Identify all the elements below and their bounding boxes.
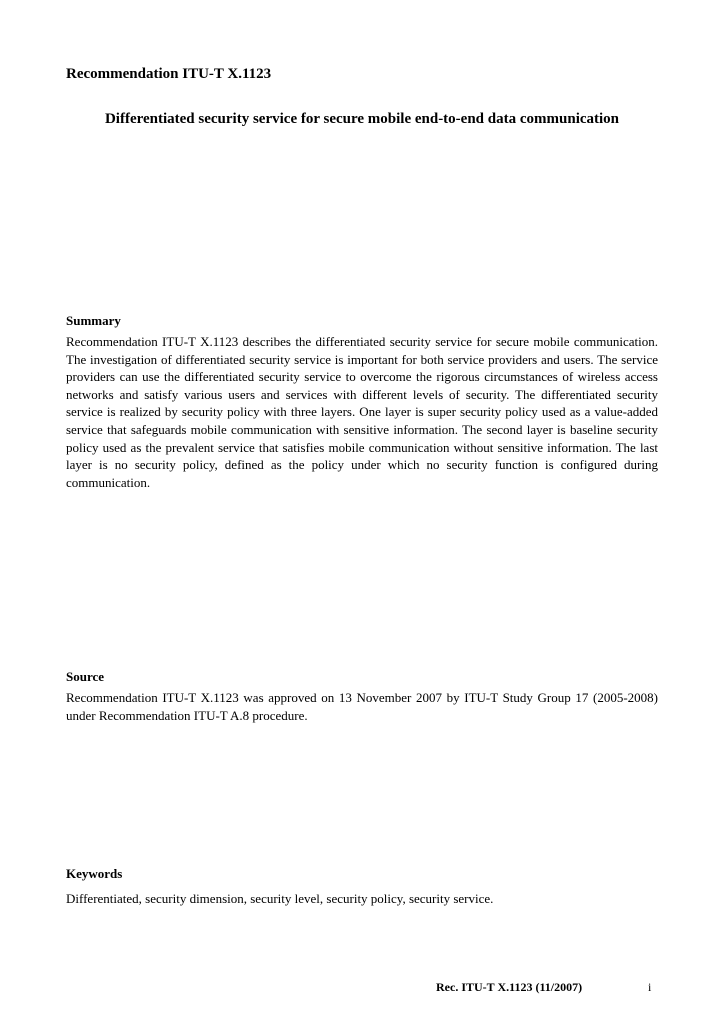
footer-reference: Rec. ITU-T X.1123 (11/2007): [436, 980, 583, 994]
keywords-text: Differentiated, security dimension, security level, security policy, security service.: [66, 891, 494, 906]
document-title: Differentiated security service for secure mobile end-to-end data communication: [104, 111, 620, 127]
keywords-heading: Keywords: [66, 866, 123, 881]
summary-text: Recommendation ITU-T X.1123 describes the differentiated security service for secure mobile communication. The investigation of differentiated security service is important for both service providers and users. The service providers can use the differentiated security service to overcome the rigorous circumstances of wireless access networks and satisfy various users and services with different levels of security. The differentiated security service is realized by security policy with three layers. One layer is super security policy used as a value-added service that safeguards mobile communication with sensitive information. The second layer is baseline security policy used as the prevalent service that satisfies mobile communication without sensitive information. The last layer is no security policy, defined as the policy under which no security function is configured during communication.: [66, 334, 658, 490]
recommendation-number: Recommendation ITU-T X.1123: [66, 66, 272, 82]
source-heading: Source: [66, 669, 105, 684]
summary-heading: Summary: [66, 313, 121, 328]
page-number: i: [648, 980, 652, 994]
source-text: Recommendation ITU-T X.1123 was approved on 13 November 2007 by ITU-T Study Group 17 (2005-2008) under Recommendation ITU-T A.8 procedure.: [66, 690, 658, 723]
